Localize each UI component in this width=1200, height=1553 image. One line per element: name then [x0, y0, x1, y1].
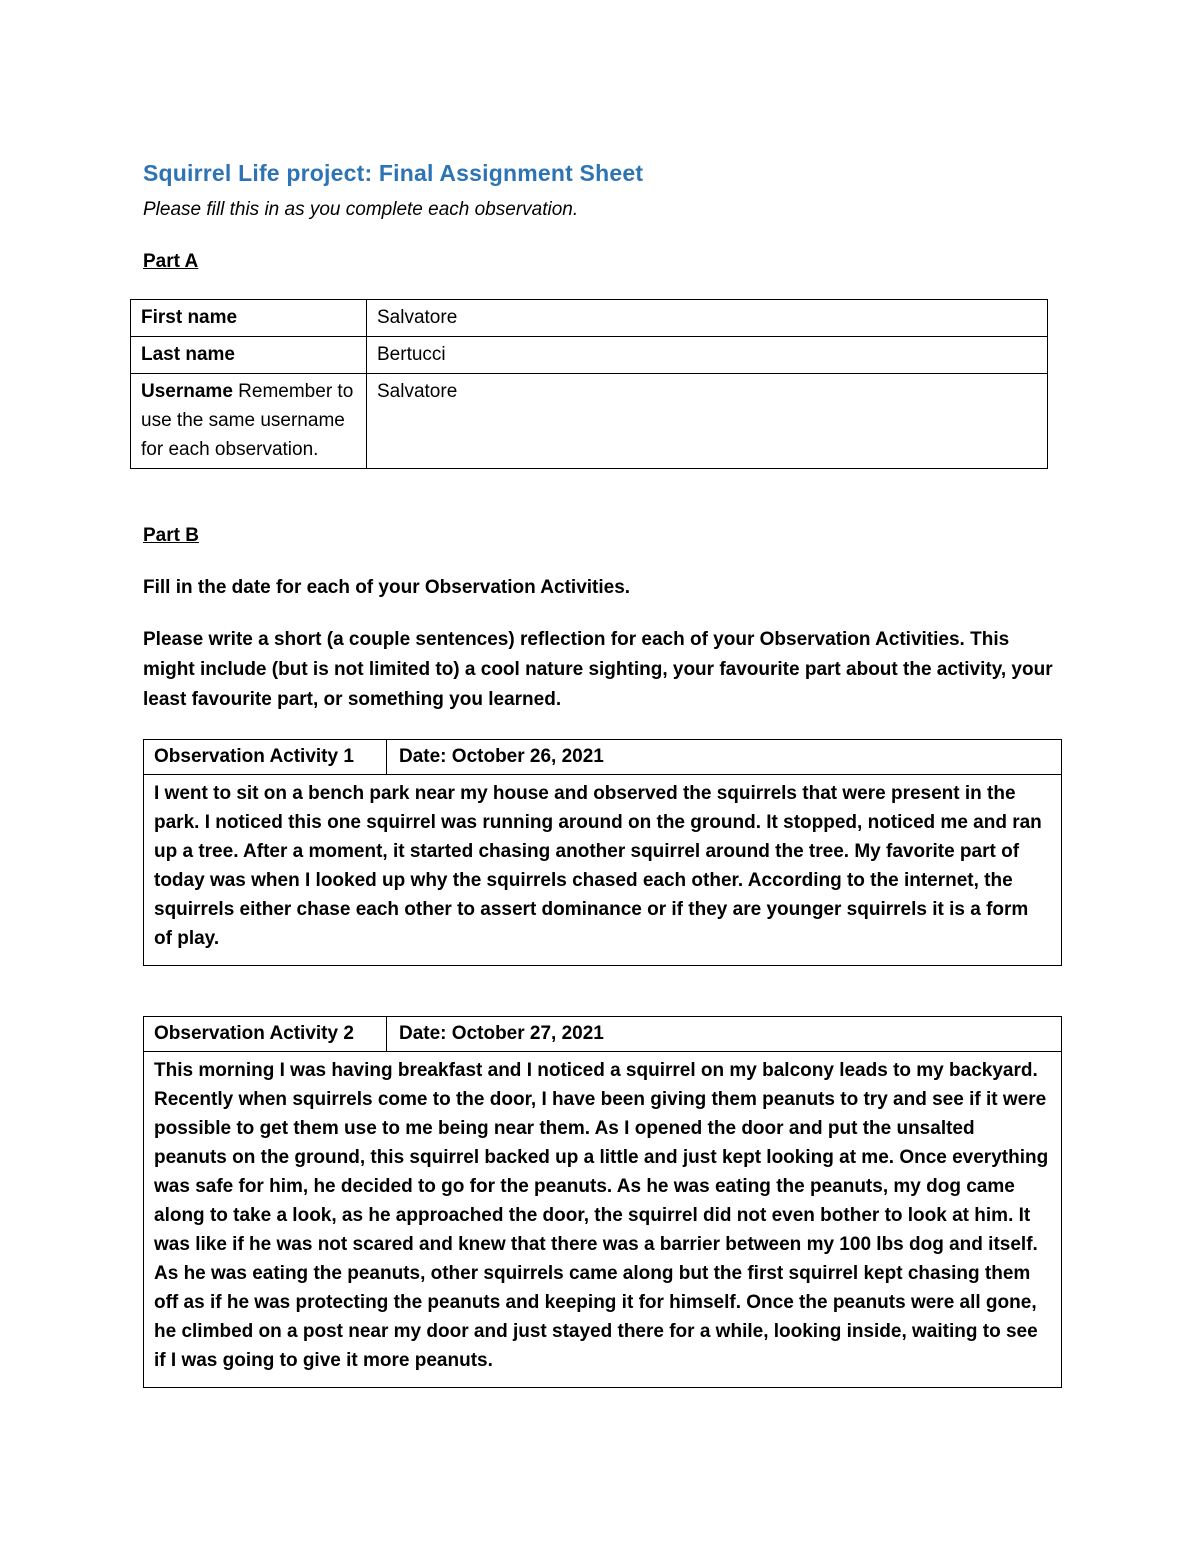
table-row: [131, 300, 1048, 337]
activity-2-reflection-text: This morning I was having breakfast and I noticed a squirrel on my balcony leads to my backyard. Recently when squirrels come to the door, I have been giving them peanuts to try and see if it were possible to get them use to me being near them. As I opened the door and put the unsalted peanuts on the ground, this squirrel backed up a little and just kept looking at me. Once everything was safe for him, he decided to go for the peanuts. As he was eating the peanuts, my dog came along to take a look, as he approached the door, the squirrel did not even bother to look at him. It was like if he was not scared and knew that there was a barrier between my 100 lbs dog and itself. As he was eating the peanuts, other squirrels came along but the first squirrel kept chasing them off as if he was protecting the peanuts and keeping it for himself. Once the peanuts were all gone, he climbed on a post near my door and just stayed there for a while, looking inside, waiting to see if I was going to give it more peanuts.: [144, 1052, 1062, 1388]
first-name-label: First name: [141, 307, 238, 328]
table-row: [131, 337, 1048, 374]
table-row: [144, 740, 1062, 775]
last-name-label: Last name: [141, 344, 235, 365]
username-label-cell: [131, 374, 367, 469]
table-row: [144, 1017, 1062, 1052]
first-name-value: Salvatore: [377, 307, 458, 328]
activity-1-date-cell: Date: October 26, 2021: [387, 740, 1062, 775]
table-row: [131, 374, 1048, 469]
last-name-label-cell: [131, 337, 367, 374]
instruction-2-prefix: Please write a: [143, 629, 274, 650]
part-a-heading: Part A: [143, 251, 199, 272]
last-name-value-cell: [367, 337, 1048, 374]
document-subtitle: Please fill this in as you complete each observation.: [143, 199, 579, 220]
instruction-2-bold-word: short: [273, 629, 322, 650]
part-b-instruction-2: [143, 625, 1060, 715]
table-row: [144, 1052, 1062, 1388]
username-value: Salvatore: [377, 381, 458, 402]
activity-1-reflection-text: I went to sit on a bench park near my house and observed the squirrels that were present in the park. I noticed this one squirrel was running around on the ground. It stopped, noticed me and ran up a tree. After a moment, it started chasing another squirrel around the tree. My favorite part of today was when I looked up why the squirrels chased each other. According to the internet, the squirrels either chase each other to assert dominance or if they are younger squirrels it is a form of play.: [144, 775, 1062, 966]
username-label: Username: [141, 381, 233, 402]
last-name-value: Bertucci: [377, 344, 446, 365]
first-name-value-cell: [367, 300, 1048, 337]
part-a-table: [130, 299, 1048, 469]
part-b-instruction-1: Fill in the date for each of your Observation Activities.: [143, 577, 631, 598]
username-note: Remember to use the same username for each observation.: [141, 381, 354, 460]
document-title: Squirrel Life project: Final Assignment Sheet: [143, 160, 644, 186]
activity-1-title-cell: Observation Activity 1: [144, 740, 387, 775]
first-name-label-cell: [131, 300, 367, 337]
activity-2-date-cell: Date: October 27, 2021: [387, 1017, 1062, 1052]
observation-activity-1-table: [143, 739, 1062, 966]
part-b-heading: Part B: [143, 525, 199, 546]
activity-2-title-cell: Observation Activity 2: [144, 1017, 387, 1052]
instruction-2-suffix: (a couple sentences) reflection for each of your Observation Activities. This might include (but is not limited to) a cool nature sighting, your favourite part about the activity, your least favourite part, or something you learned.: [143, 629, 1053, 710]
observation-activity-2-table: [143, 1016, 1062, 1388]
username-value-cell: [367, 374, 1048, 469]
table-row: [144, 775, 1062, 966]
